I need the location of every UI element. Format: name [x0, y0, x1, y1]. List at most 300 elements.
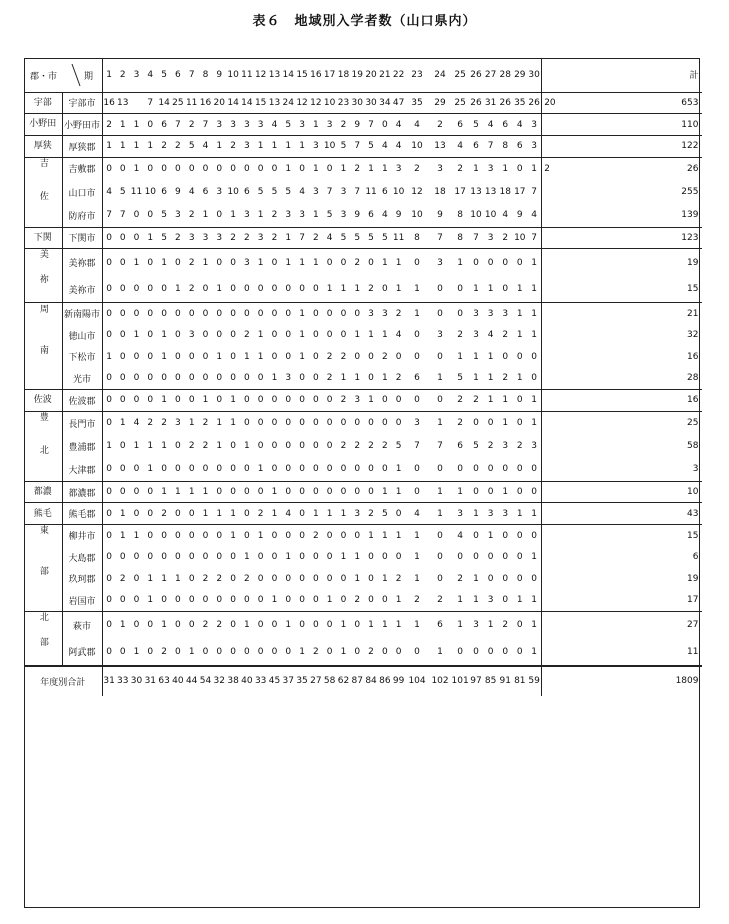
count-cell: 7: [106, 210, 113, 221]
count-cell: 0: [106, 646, 113, 657]
count-cell: 5: [337, 227, 351, 249]
count-cell: 2: [188, 210, 195, 221]
count-cell: 0: [271, 573, 278, 584]
count-cell: 4: [502, 210, 509, 221]
count-cell: 3: [483, 157, 498, 180]
count-cell: 1: [106, 441, 113, 452]
count-cell: 0: [469, 525, 484, 547]
row-total: 28: [542, 368, 703, 390]
yearly-total-cell: 104: [406, 666, 429, 696]
city-label: 宇部市: [62, 92, 102, 114]
count-cell: 4: [513, 114, 528, 136]
count-cell: 0: [285, 330, 292, 341]
count-cell: 3: [429, 249, 452, 276]
count-cell: 1: [130, 114, 144, 136]
city-label: 玖珂郡: [62, 568, 102, 590]
count-cell: 6: [469, 135, 484, 157]
yearly-total-cell: 81: [513, 666, 528, 696]
count-cell: 6: [452, 114, 469, 136]
count-cell: 3: [469, 611, 484, 638]
count-cell: 1: [498, 157, 513, 180]
count-cell: 0: [254, 411, 268, 434]
count-cell: 3: [469, 303, 484, 325]
count-cell: 0: [188, 351, 195, 362]
count-cell: 0: [268, 157, 282, 180]
count-cell: 0: [130, 611, 144, 638]
city-label: 大津郡: [62, 458, 102, 481]
count-cell: 0: [116, 303, 130, 325]
row-total-value: 653: [681, 97, 699, 108]
count-cell: 2: [395, 573, 402, 584]
row-total: [542, 157, 703, 180]
count-cell: 1: [381, 373, 388, 384]
count-cell: 0: [175, 646, 181, 657]
count-cell: 10: [392, 187, 405, 198]
city-label: 萩市: [62, 611, 102, 638]
count-cell: 3: [199, 227, 213, 249]
table-row: [24, 546, 702, 568]
yearly-total-cell: 37: [281, 666, 295, 696]
count-cell: 0: [202, 646, 209, 657]
district-cell: [24, 481, 62, 503]
count-cell: 1: [257, 351, 264, 362]
count-cell: 0: [188, 595, 195, 606]
count-cell: 2: [354, 595, 361, 606]
count-cell: 2: [188, 441, 195, 452]
count-cell: 0: [281, 525, 295, 547]
row-total: 19: [542, 249, 703, 276]
count-cell: 0: [378, 114, 392, 136]
count-cell: 5: [161, 210, 167, 221]
count-cell: 0: [473, 552, 479, 563]
count-cell: 10: [406, 135, 429, 157]
yearly-total-cell: 31: [102, 666, 116, 696]
period-header: 24: [429, 58, 452, 92]
count-cell: 1: [295, 135, 309, 157]
count-cell: 2: [350, 249, 364, 276]
count-cell: 0: [116, 249, 130, 276]
period-header: 15: [295, 58, 309, 92]
count-cell: 0: [299, 573, 305, 584]
count-cell: 0: [119, 284, 126, 294]
count-cell: 0: [281, 303, 295, 325]
count-cell: 0: [212, 481, 226, 503]
count-cell: 1: [106, 351, 113, 362]
count-cell: 9: [437, 210, 443, 221]
count-cell: 1: [116, 135, 130, 157]
count-cell: 0: [340, 464, 347, 475]
count-cell: 0: [257, 573, 264, 584]
table-row: [24, 276, 702, 303]
count-cell: 0: [326, 464, 333, 475]
count-cell: 2: [119, 573, 126, 584]
count-cell: 3: [175, 210, 181, 221]
count-cell: 1: [527, 157, 542, 180]
count-cell: 3: [483, 303, 498, 325]
count-cell: 1: [116, 114, 130, 136]
count-cell: 1: [161, 573, 167, 584]
row-total-value: 26: [687, 163, 699, 174]
count-cell: 1: [337, 611, 351, 638]
count-cell: 1: [295, 249, 309, 276]
header-total: 計: [542, 58, 703, 92]
row-total: 110: [542, 114, 703, 136]
count-cell: 0: [119, 552, 126, 563]
count-cell: 0: [299, 441, 305, 452]
count-cell: 0: [323, 157, 337, 180]
table-header-row: [24, 58, 702, 92]
count-cell: 0: [230, 330, 236, 341]
count-cell: 0: [230, 573, 236, 584]
count-cell: 0: [133, 373, 140, 384]
count-cell: 2: [202, 441, 209, 452]
yearly-total-cell: 27: [309, 666, 323, 696]
count-cell: 0: [147, 330, 154, 341]
count-cell: 1: [392, 249, 406, 276]
count-cell: 10: [323, 92, 337, 114]
count-cell: 2: [502, 330, 509, 341]
count-cell: 1: [309, 157, 323, 180]
count-cell: 1: [116, 611, 130, 638]
count-cell: 6: [244, 187, 250, 198]
count-cell: 26: [498, 92, 513, 114]
count-cell: 2: [226, 135, 240, 157]
count-cell: 5: [469, 114, 484, 136]
yearly-total-cell: 102: [429, 666, 452, 696]
count-cell: 11: [365, 187, 377, 198]
count-cell: 3: [473, 330, 479, 341]
count-cell: 1: [257, 330, 264, 341]
city-label: 長門市: [62, 411, 102, 434]
count-cell: 6: [161, 187, 167, 198]
count-cell: 0: [531, 573, 537, 584]
count-cell: 0: [516, 552, 523, 563]
count-cell: 10: [227, 187, 239, 198]
count-cell: 3: [171, 411, 185, 434]
count-cell: 0: [295, 411, 309, 434]
count-cell: 0: [285, 646, 292, 657]
count-cell: 1: [199, 481, 213, 503]
count-cell: 0: [257, 441, 264, 452]
count-cell: 0: [188, 552, 195, 563]
count-cell: 1: [381, 330, 388, 341]
district-label: 周南: [37, 303, 48, 386]
count-cell: 1: [130, 525, 144, 547]
count-cell: 24: [281, 92, 295, 114]
count-cell: 7: [354, 187, 361, 198]
count-cell: 0: [312, 373, 319, 384]
header-period: 期: [84, 72, 94, 82]
count-cell: 0: [350, 525, 364, 547]
count-cell: 0: [281, 481, 295, 503]
count-cell: 1: [429, 503, 452, 525]
count-cell: 1: [240, 611, 254, 638]
count-cell: 1: [337, 157, 351, 180]
table-row: [24, 249, 702, 276]
count-cell: 0: [285, 284, 292, 294]
count-cell: 0: [133, 573, 140, 584]
count-cell: 3: [437, 330, 443, 341]
count-cell: 0: [268, 411, 282, 434]
count-cell: 1: [392, 525, 406, 547]
count-cell: 0: [340, 573, 347, 584]
count-cell: 2: [452, 157, 469, 180]
table-row: [24, 204, 702, 227]
count-cell: 1: [226, 411, 240, 434]
count-cell: 0: [516, 464, 523, 475]
count-cell: 1: [185, 481, 199, 503]
count-cell: 0: [295, 481, 309, 503]
count-cell: 0: [337, 303, 351, 325]
count-cell: 10: [513, 227, 528, 249]
count-cell: 1: [102, 135, 116, 157]
district-cell: [24, 503, 62, 525]
count-cell: 0: [257, 595, 264, 606]
count-cell: 1: [116, 503, 130, 525]
count-cell: 0: [254, 611, 268, 638]
count-cell: 0: [212, 249, 226, 276]
count-cell: 0: [312, 441, 319, 452]
count-cell: 0: [102, 525, 116, 547]
count-cell: 0: [244, 464, 250, 475]
count-cell: 0: [326, 573, 333, 584]
count-cell: 0: [364, 411, 378, 434]
count-cell: 3: [350, 503, 364, 525]
count-cell: 0: [119, 595, 126, 606]
count-cell: 0: [337, 411, 351, 434]
count-cell: 6: [157, 114, 171, 136]
count-cell: 0: [299, 595, 305, 606]
count-cell: 0: [457, 552, 463, 563]
count-cell: 0: [406, 249, 429, 276]
count-cell: 13: [470, 187, 482, 198]
count-cell: 4: [483, 114, 498, 136]
count-cell: 1: [147, 595, 154, 606]
count-cell: 0: [157, 303, 171, 325]
count-cell: 2: [452, 390, 469, 412]
count-cell: 0: [102, 303, 116, 325]
count-cell: 1: [281, 157, 295, 180]
period-header: 9: [212, 58, 226, 92]
count-cell: 1: [516, 373, 523, 384]
count-cell: 3: [216, 187, 223, 198]
count-cell: 7: [119, 210, 126, 221]
count-cell: 1: [257, 464, 264, 475]
count-cell: 1: [147, 464, 154, 475]
count-cell: 0: [406, 481, 429, 503]
count-cell: 0: [188, 373, 195, 384]
count-cell: 0: [429, 525, 452, 547]
count-cell: 1: [483, 525, 498, 547]
header-district-period: [24, 58, 102, 92]
count-cell: 1: [281, 135, 295, 157]
count-cell: 0: [216, 210, 223, 221]
count-cell: 29: [429, 92, 452, 114]
count-cell: 1: [323, 503, 337, 525]
row-total: 25: [542, 411, 703, 434]
yearly-total-cell: 62: [337, 666, 351, 696]
count-cell: 0: [106, 284, 113, 294]
count-cell: 0: [175, 552, 181, 563]
count-cell: 0: [102, 411, 116, 434]
count-cell: 1: [116, 411, 130, 434]
count-cell: 11: [130, 187, 143, 198]
count-cell: 0: [350, 303, 364, 325]
count-cell: 0: [147, 351, 154, 362]
yearly-total-cell: 44: [185, 666, 199, 696]
count-cell: 0: [185, 390, 199, 412]
count-cell: 1: [185, 411, 199, 434]
count-cell: 2: [457, 573, 463, 584]
count-cell: 3: [531, 441, 537, 452]
count-cell: 0: [268, 303, 282, 325]
row-total: 21: [542, 303, 703, 325]
district-cell: [24, 227, 62, 249]
count-cell: 1: [254, 249, 268, 276]
count-cell: 0: [381, 284, 388, 294]
district-cell: [24, 135, 62, 157]
count-cell: 0: [487, 552, 494, 563]
count-cell: 1: [531, 552, 537, 563]
count-cell: 1: [378, 249, 392, 276]
period-header: 20: [364, 58, 378, 92]
count-cell: 0: [513, 611, 528, 638]
count-cell: 1: [527, 503, 542, 525]
table-row: [24, 411, 702, 434]
row-total: 32: [542, 324, 703, 346]
count-cell: 1: [281, 611, 295, 638]
count-cell: 0: [395, 552, 402, 563]
count-cell: 1: [354, 284, 361, 294]
count-cell: 0: [175, 330, 181, 341]
district-label: 佐波: [33, 395, 52, 406]
city-label: 大島郡: [62, 546, 102, 568]
count-cell: 7: [143, 92, 157, 114]
period-header: 26: [469, 58, 484, 92]
count-cell: 2: [216, 573, 223, 584]
count-cell: 0: [323, 390, 337, 412]
count-cell: 0: [157, 157, 171, 180]
count-cell: 0: [527, 481, 542, 503]
count-cell: 1: [212, 503, 226, 525]
count-cell: 0: [406, 390, 429, 412]
count-cell: 0: [143, 611, 157, 638]
count-cell: 1: [202, 210, 209, 221]
table-row: [24, 157, 702, 180]
count-cell: 0: [268, 525, 282, 547]
count-cell: 4: [452, 135, 469, 157]
yearly-total-cell: 85: [483, 666, 498, 696]
count-cell: 0: [513, 411, 528, 434]
count-cell: 0: [147, 646, 154, 657]
count-cell: 1: [437, 373, 443, 384]
count-cell: 0: [295, 611, 309, 638]
count-cell: 0: [337, 481, 351, 503]
yearly-total-cell: 59: [527, 666, 542, 696]
city-label: 小野田市: [62, 114, 102, 136]
count-cell: 5: [281, 114, 295, 136]
count-cell: 1: [133, 330, 140, 341]
enrollment-table: [24, 58, 702, 696]
count-cell: 3: [295, 114, 309, 136]
count-cell: 0: [161, 373, 167, 384]
count-cell: 1: [226, 525, 240, 547]
yearly-total-cell: 33: [116, 666, 130, 696]
count-cell: 6: [414, 373, 420, 384]
yearly-total-cell: 40: [240, 666, 254, 696]
count-cell: 0: [244, 284, 250, 294]
count-cell: 0: [378, 411, 392, 434]
count-cell: 0: [226, 303, 240, 325]
count-cell: 0: [102, 227, 116, 249]
count-cell: 1: [364, 611, 378, 638]
count-cell: 0: [312, 464, 319, 475]
count-cell: 13: [268, 92, 282, 114]
yearly-total-cell: 63: [157, 666, 171, 696]
count-cell: 0: [368, 552, 374, 563]
count-cell: 2: [350, 157, 364, 180]
count-cell: 0: [202, 330, 209, 341]
count-cell: 15: [254, 92, 268, 114]
count-cell: 2: [452, 411, 469, 434]
count-cell: 0: [143, 525, 157, 547]
count-cell: 0: [502, 646, 509, 657]
count-cell: 4: [130, 411, 144, 434]
count-cell: 1: [469, 157, 484, 180]
count-cell: 0: [133, 595, 140, 606]
count-cell: 1: [268, 135, 282, 157]
count-cell: 1: [414, 284, 420, 294]
count-cell: 0: [295, 525, 309, 547]
count-cell: 2: [212, 611, 226, 638]
count-cell: 0: [244, 646, 250, 657]
count-cell: 1: [147, 441, 154, 452]
count-cell: 1: [354, 552, 361, 563]
count-cell: 1: [133, 441, 140, 452]
row-total: 16: [542, 346, 703, 368]
count-cell: 18: [434, 187, 446, 198]
district-cell: [24, 157, 62, 227]
count-cell: 1: [395, 284, 402, 294]
count-cell: 25: [171, 92, 185, 114]
count-cell: 0: [116, 481, 130, 503]
count-cell: 1: [199, 503, 213, 525]
count-cell: 5: [395, 441, 402, 452]
count-cell: 0: [271, 284, 278, 294]
row-total: 15: [542, 276, 703, 303]
count-cell: 1: [188, 646, 195, 657]
count-cell: 0: [185, 303, 199, 325]
count-cell: 2: [368, 646, 374, 657]
table-row: [24, 135, 702, 157]
count-cell: 0: [429, 390, 452, 412]
count-cell: 0: [312, 284, 319, 294]
city-label: 厚狭郡: [62, 135, 102, 157]
count-cell: 2: [340, 351, 347, 362]
yearly-total-cell: 97: [469, 666, 484, 696]
count-cell: 0: [143, 157, 157, 180]
count-cell: 0: [299, 284, 305, 294]
count-cell: 6: [457, 441, 463, 452]
count-cell: 0: [309, 303, 323, 325]
count-cell: 2: [240, 227, 254, 249]
count-cell: 1: [157, 611, 171, 638]
count-cell: 0: [161, 464, 167, 475]
count-cell: 5: [337, 135, 351, 157]
count-cell: 1: [527, 411, 542, 434]
count-cell: 34: [378, 92, 392, 114]
count-cell: 1: [312, 210, 319, 221]
